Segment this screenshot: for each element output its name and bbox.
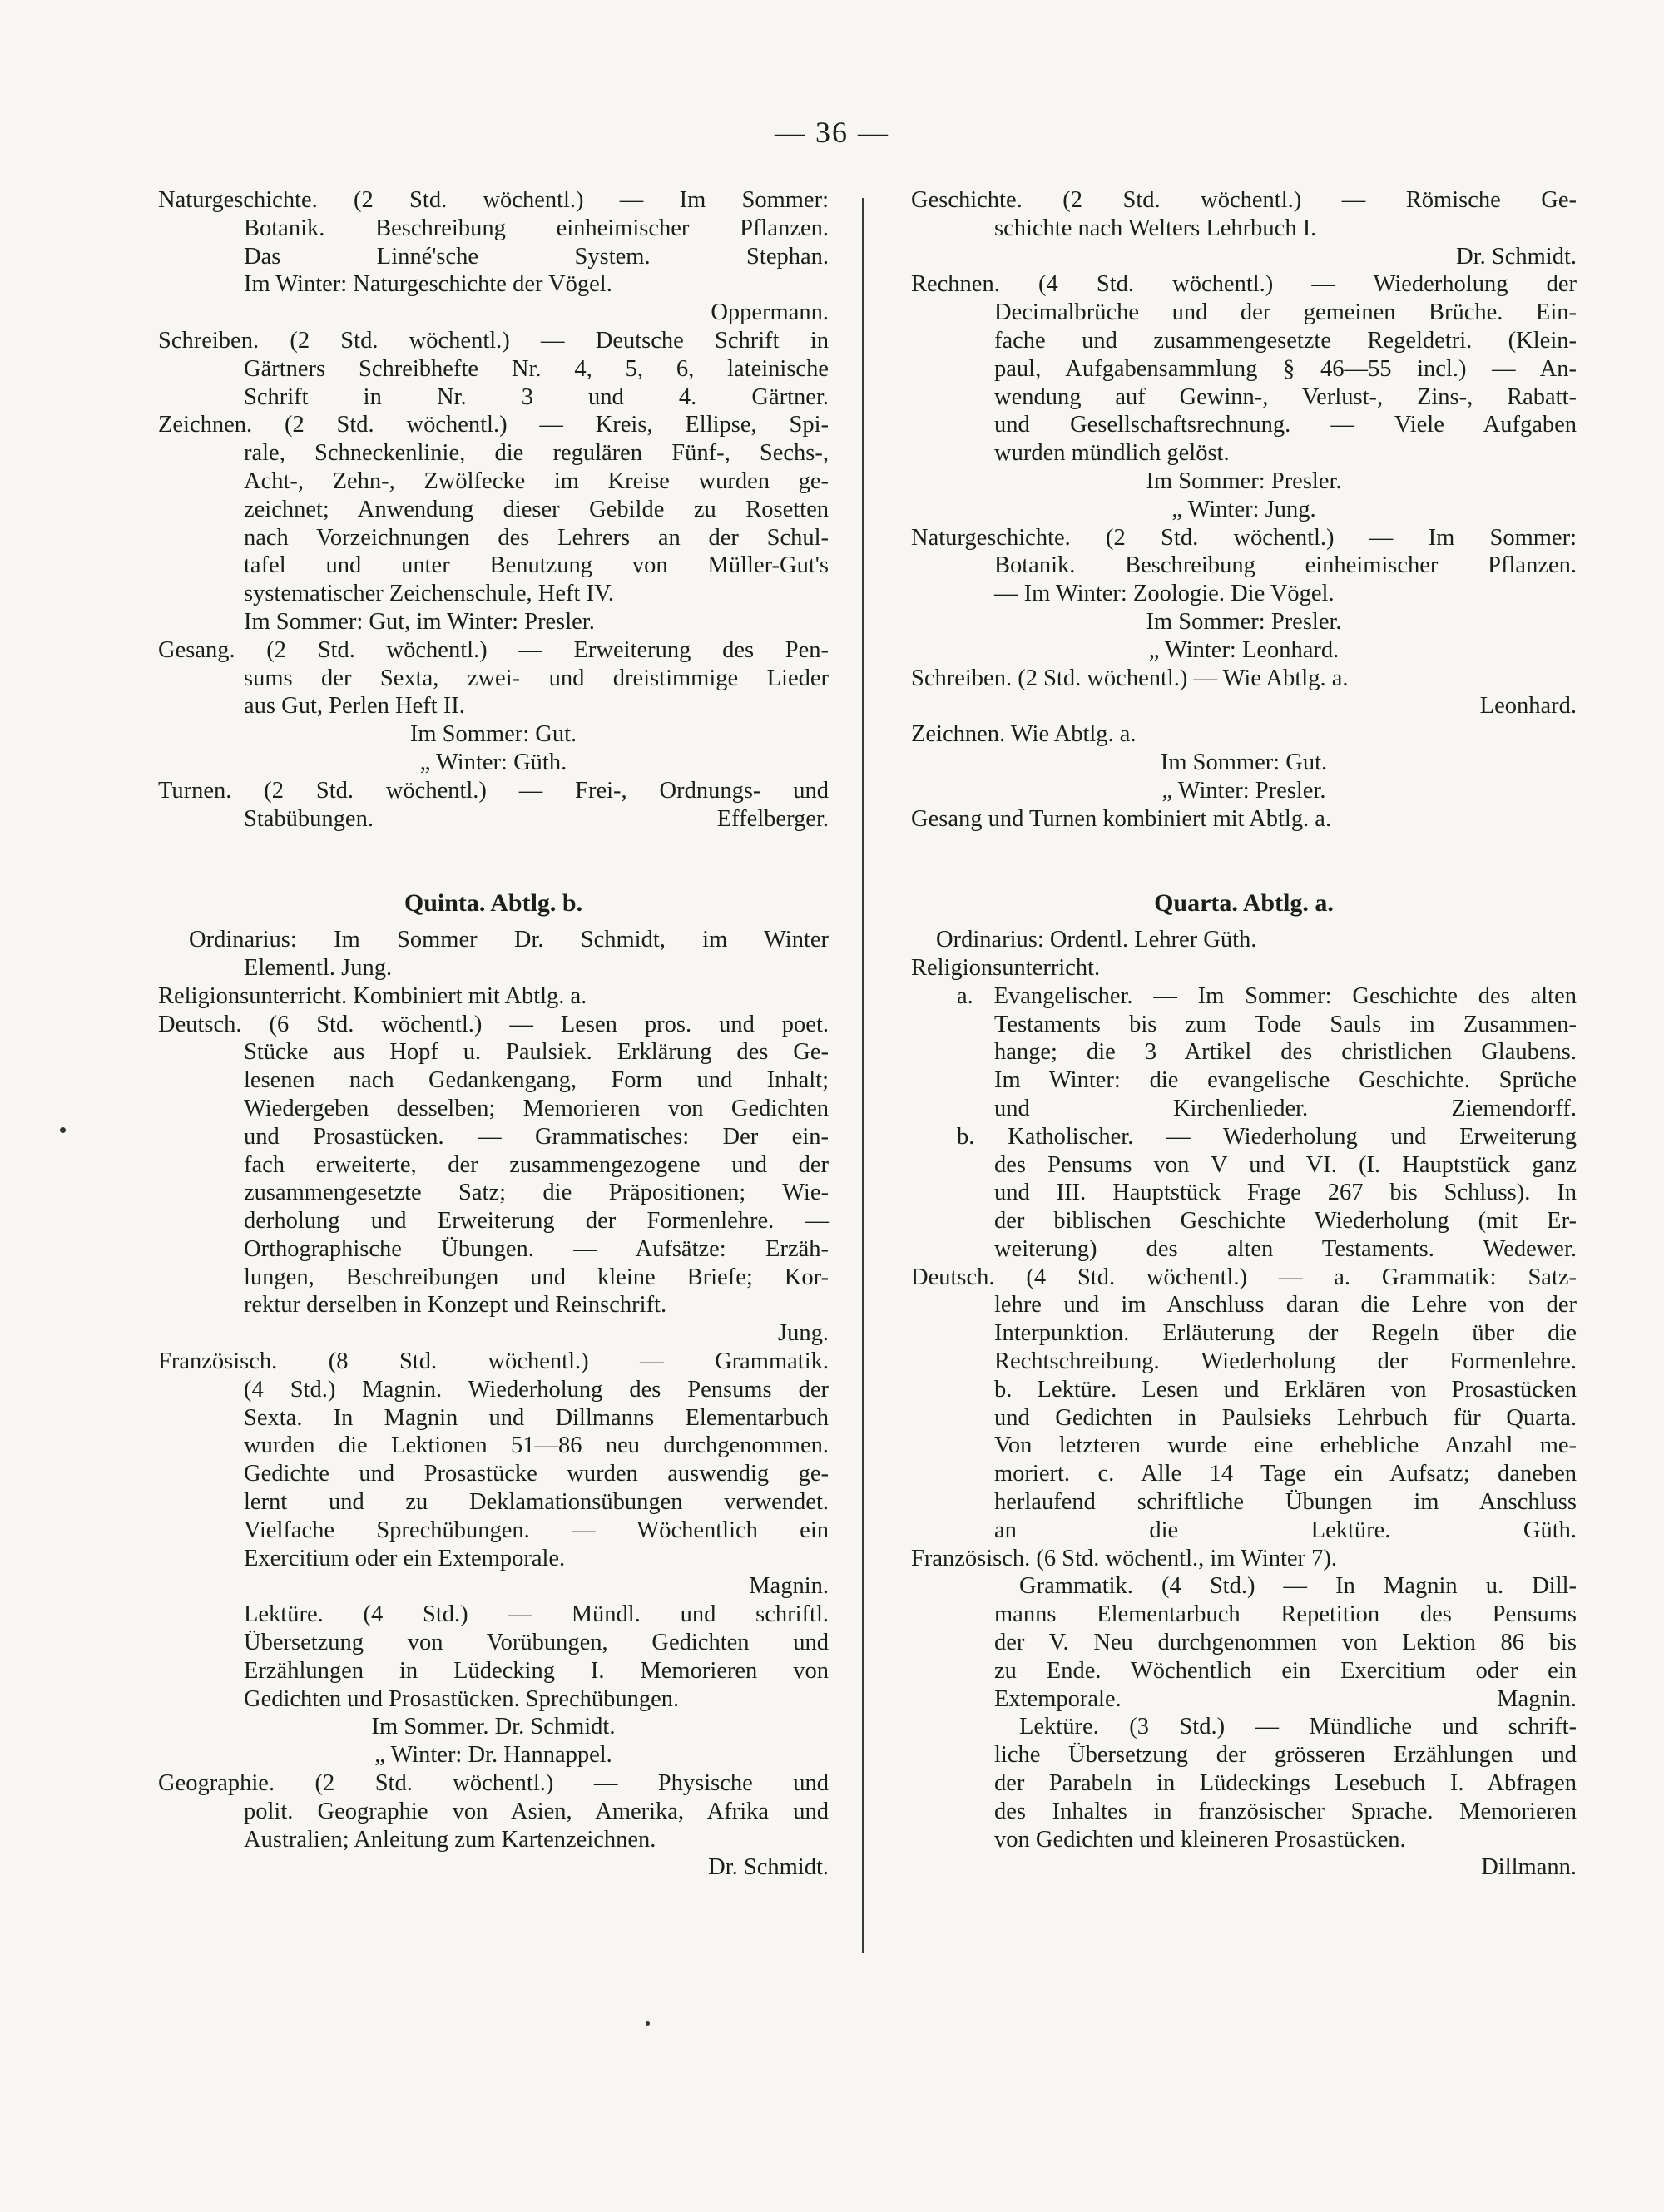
text-line: und Prosastücken. — Grammatisches: Der ein- bbox=[244, 1123, 829, 1150]
spacer bbox=[158, 833, 829, 889]
text-line: — Im Winter: Zoologie. Die Vögel. bbox=[994, 581, 1335, 607]
text-line: „ Winter: Güth. bbox=[419, 749, 567, 775]
text-line: und Gesellschaftsrechnung. — Viele Aufgaben bbox=[994, 412, 1577, 438]
text-line: Im Sommer: Gut. bbox=[1160, 749, 1328, 775]
text-line: Sexta. In Magnin und Dillmanns Elementarbuch bbox=[244, 1404, 829, 1431]
text-line: derholung und Erweiterung der Formenlehre. — bbox=[244, 1208, 829, 1235]
text-line: Im Sommer: Gut. bbox=[409, 721, 577, 748]
text-line: systematischer Zeichenschule, Heft IV. bbox=[244, 581, 615, 607]
text-line: Zeichnen. Wie Abtlg. a. bbox=[911, 721, 1137, 748]
text-line: Magnin. bbox=[749, 1573, 829, 1600]
text-line: (4 Std.) Magnin. Wiederholung des Pensums der bbox=[244, 1376, 829, 1403]
text-line: lesenen nach Gedankengang, Form und Inhalt; bbox=[244, 1067, 829, 1094]
text-line: Im Sommer: Presler. bbox=[1146, 608, 1342, 635]
text-line: Decimalbrüche und der gemeinen Brüche. Ein- bbox=[994, 299, 1577, 326]
text-line: Schreiben. (2 Std. wöchentl.) — Deutsche Schrift in bbox=[158, 327, 829, 354]
text-line: Extemporale. Magnin. bbox=[994, 1685, 1577, 1712]
text-line: Exercitium oder ein Extemporale. bbox=[244, 1545, 566, 1571]
text-line: Lektüre. (4 Std.) — Mündl. und schriftl. bbox=[244, 1601, 829, 1628]
text-line: fach erweiterte, der zusammengezogene und der bbox=[244, 1151, 829, 1178]
text-line: sums der Sexta, zwei- und dreistimmige Lieder bbox=[244, 665, 829, 691]
text-line: schichte nach Welters Lehrbuch I. bbox=[994, 215, 1317, 241]
spacer bbox=[911, 918, 1577, 926]
text-line: Testaments bis zum Tode Sauls im Zusammen- bbox=[994, 1011, 1577, 1037]
text-line: Dr. Schmidt. bbox=[1456, 243, 1577, 270]
text-line: „ Winter: Dr. Hannappel. bbox=[374, 1742, 612, 1769]
text-line: und Kirchenlieder. Ziemendorff. bbox=[994, 1095, 1577, 1121]
text-line: Rechtschreibung. Wiederholung der Formenlehre. bbox=[994, 1348, 1577, 1375]
text-line: Naturgeschichte. (2 Std. wöchentl.) — Im Sommer: bbox=[911, 524, 1577, 551]
text-line: fache und zusammengesetzte Regeldetri. (Klein- bbox=[994, 327, 1577, 354]
text-line: Wiedergeben desselben; Memorieren von Gedichten bbox=[244, 1095, 829, 1121]
text-line: Religionsunterricht. bbox=[911, 954, 1101, 981]
text-line: Turnen. (2 Std. wöchentl.) — Frei-, Ordnungs- und bbox=[158, 777, 829, 804]
text-line: lehre und im Anschluss daran die Lehre von der bbox=[994, 1292, 1577, 1319]
text-line: der Parabeln in Lüdeckings Lesebuch I. Abfragen bbox=[994, 1770, 1577, 1797]
text-line: Französisch. (6 Std. wöchentl., im Winter 7). bbox=[911, 1545, 1338, 1571]
text-line: aus Gut, Perlen Heft II. bbox=[244, 693, 465, 720]
text-line: „ Winter: Jung. bbox=[1171, 496, 1316, 522]
text-line: des Pensums von V und VI. (I. Hauptstück ganz bbox=[994, 1151, 1577, 1178]
text-line: der biblischen Geschichte Wiederholung (mit Er- bbox=[994, 1208, 1577, 1235]
text-line: Stücke aus Hopf u. Paulsiek. Erklärung des Ge- bbox=[244, 1039, 829, 1066]
text-line: Religionsunterricht. Kombiniert mit Abtlg. a. bbox=[158, 982, 587, 1009]
text-line: Zeichnen. (2 Std. wöchentl.) — Kreis, Ellipse, Spi- bbox=[158, 412, 829, 438]
text-line: Gedichten und Prosastücken. Sprechübungen. bbox=[244, 1685, 680, 1712]
page-number: — 36 — bbox=[775, 116, 889, 149]
text-line: Gärtners Schreibhefte Nr. 4, 5, 6, lateinische bbox=[244, 355, 829, 382]
text-line: Schreiben. (2 Std. wöchentl.) — Wie Abtlg. a. bbox=[911, 665, 1349, 691]
section-heading: Quarta. Abtlg. a. bbox=[1154, 889, 1334, 918]
text-line: und Gedichten in Paulsieks Lehrbuch für Quarta. bbox=[994, 1404, 1577, 1431]
text-line: Geschichte. (2 Std. wöchentl.) — Römische Ge- bbox=[911, 187, 1577, 213]
text-line: Oppermann. bbox=[711, 299, 829, 326]
text-line: Gedichte und Prosastücke wurden auswendig ge- bbox=[244, 1461, 829, 1487]
scan-speck bbox=[646, 2021, 650, 2026]
text-line: lungen, Beschreibungen und kleine Briefe; Kor- bbox=[244, 1264, 829, 1290]
text-line: rektur derselben in Konzept und Reinschrift. bbox=[244, 1292, 667, 1319]
text-line: Botanik. Beschreibung einheimischer Pflanzen. bbox=[244, 215, 829, 241]
left-column bbox=[158, 186, 829, 1882]
text-line: Rechnen. (4 Std. wöchentl.) — Wiederholung der bbox=[911, 271, 1577, 298]
text-line: herlaufend schriftliche Übungen im Anschluss bbox=[994, 1489, 1577, 1516]
text-line: paul, Aufgabensammlung § 46—55 incl.) — An- bbox=[994, 355, 1577, 382]
text-line: Französisch. (8 Std. wöchentl.) — Grammatik. bbox=[158, 1348, 829, 1375]
text-line: zusammengesetzte Satz; die Präpositionen; Wie- bbox=[244, 1180, 829, 1206]
text-line: Naturgeschichte. (2 Std. wöchentl.) — Im Sommer: bbox=[158, 187, 829, 213]
text-line: Interpunktion. Erläuterung der Regeln über die bbox=[994, 1320, 1577, 1347]
text-line: zu Ende. Wöchentlich ein Exercitium oder ein bbox=[994, 1657, 1577, 1684]
text-line: Vielfache Sprechübungen. — Wöchentlich ein bbox=[244, 1517, 829, 1543]
text-line: an die Lektüre. Güth. bbox=[994, 1517, 1577, 1543]
text-line: hange; die 3 Artikel des christlichen Glaubens. bbox=[994, 1039, 1577, 1066]
text-line: moriert. c. Alle 14 Tage ein Aufsatz; daneben bbox=[994, 1461, 1577, 1487]
text-line: Stabübungen. Effelberger. bbox=[244, 805, 829, 832]
text-line: Lektüre. (3 Std.) — Mündliche und schrift- bbox=[1019, 1714, 1577, 1740]
section-heading: Quinta. Abtlg. b. bbox=[404, 889, 583, 918]
text-line: Acht-, Zehn-, Zwölfecke im Kreise wurden ge- bbox=[244, 468, 829, 494]
text-line: Geographie. (2 Std. wöchentl.) — Physische und bbox=[158, 1770, 829, 1797]
text-line: wurden mündlich gelöst. bbox=[994, 440, 1230, 467]
spacer bbox=[158, 918, 829, 926]
text-line: lernt und zu Deklamationsübungen verwendet. bbox=[244, 1489, 829, 1516]
text-line: liche Übersetzung der grösseren Erzählungen und bbox=[994, 1742, 1577, 1769]
text-line: der V. Neu durchgenommen von Lektion 86 bis bbox=[994, 1630, 1577, 1656]
text-line: manns Elementarbuch Repetition des Pensums bbox=[994, 1601, 1577, 1628]
text-line: wendung auf Gewinn-, Verlust-, Zins-, Rabatt- bbox=[994, 384, 1577, 410]
text-line: von Gedichten und kleineren Prosastücken. bbox=[994, 1826, 1406, 1853]
text-line: Das Linné'sche System. Stephan. bbox=[244, 243, 829, 270]
text-line: Ordinarius: Im Sommer Dr. Schmidt, im Winter bbox=[189, 927, 829, 953]
text-line: Deutsch. (4 Std. wöchentl.) — a. Grammatik: Satz- bbox=[911, 1264, 1577, 1290]
text-line: Dillmann. bbox=[1481, 1854, 1577, 1881]
column-divider bbox=[862, 198, 864, 1953]
text-line: Im Sommer: Presler. bbox=[1146, 468, 1342, 494]
text-line: Orthographische Übungen. — Aufsätze: Erzäh- bbox=[244, 1235, 829, 1262]
text-line: zeichnet; Anwendung dieser Gebilde zu Rosetten bbox=[244, 496, 829, 522]
text-line: Übersetzung von Vorübungen, Gedichten und bbox=[244, 1630, 829, 1656]
text-line: b. Katholischer. — Wiederholung und Erweiterung bbox=[957, 1123, 1577, 1150]
text-line: Dr. Schmidt. bbox=[708, 1854, 829, 1881]
text-line: „ Winter: Leonhard. bbox=[1148, 636, 1340, 663]
text-line: Deutsch. (6 Std. wöchentl.) — Lesen pros. und poet. bbox=[158, 1011, 829, 1037]
spacer bbox=[911, 833, 1577, 889]
text-line: Im Sommer. Dr. Schmidt. bbox=[371, 1714, 616, 1740]
text-line: Schrift in Nr. 3 und 4. Gärtner. bbox=[244, 384, 829, 410]
text-line: Botanik. Beschreibung einheimischer Pflanzen. bbox=[994, 552, 1577, 579]
text-line: Australien; Anleitung zum Kartenzeichnen. bbox=[244, 1826, 656, 1853]
text-line: Ordinarius: Ordentl. Lehrer Güth. bbox=[936, 927, 1257, 953]
text-line: Grammatik. (4 Std.) — In Magnin u. Dill- bbox=[1019, 1573, 1577, 1600]
text-line: tafel und unter Benutzung von Müller-Gut's bbox=[244, 552, 829, 579]
text-line: des Inhaltes in französischer Sprache. Memorieren bbox=[994, 1798, 1577, 1824]
text-line: „ Winter: Presler. bbox=[1161, 777, 1326, 804]
text-line: Elementl. Jung. bbox=[244, 954, 393, 981]
text-line: Im Winter: die evangelische Geschichte. Sprüche bbox=[994, 1067, 1577, 1094]
text-line: Gesang. (2 Std. wöchentl.) — Erweiterung des Pen- bbox=[158, 636, 829, 663]
text-line: b. Lektüre. Lesen und Erklären von Prosastücken bbox=[994, 1376, 1577, 1403]
text-line: Erzählungen in Lüdecking I. Memorieren von bbox=[244, 1657, 829, 1684]
text-line: Von letzteren wurde eine erhebliche Anzahl me- bbox=[994, 1433, 1577, 1459]
text-line: wurden die Lektionen 51—86 neu durchgenommen. bbox=[244, 1433, 829, 1459]
right-column bbox=[911, 186, 1577, 1882]
text-line: Gesang und Turnen kombiniert mit Abtlg. a. bbox=[911, 805, 1332, 832]
text-line: polit. Geographie von Asien, Amerika, Afrika und bbox=[244, 1798, 829, 1824]
text-line: Jung. bbox=[778, 1320, 829, 1347]
text-line: rale, Schneckenlinie, die regulären Fünf-, Sechs-, bbox=[244, 440, 829, 467]
scan-speck bbox=[60, 1127, 66, 1133]
text-line: Im Sommer: Gut, im Winter: Presler. bbox=[244, 608, 595, 635]
text-line: weiterung) des alten Testaments. Wedewer. bbox=[994, 1235, 1577, 1262]
text-line: Im Winter: Naturgeschichte der Vögel. bbox=[244, 271, 612, 298]
text-line: und III. Hauptstück Frage 267 bis Schluss). In bbox=[994, 1180, 1577, 1206]
text-line: Leonhard. bbox=[1479, 693, 1577, 720]
text-line: nach Vorzeichnungen des Lehrers an der Schul- bbox=[244, 524, 829, 551]
text-line: a. Evangelischer. — Im Sommer: Geschichte des alten bbox=[957, 982, 1577, 1009]
